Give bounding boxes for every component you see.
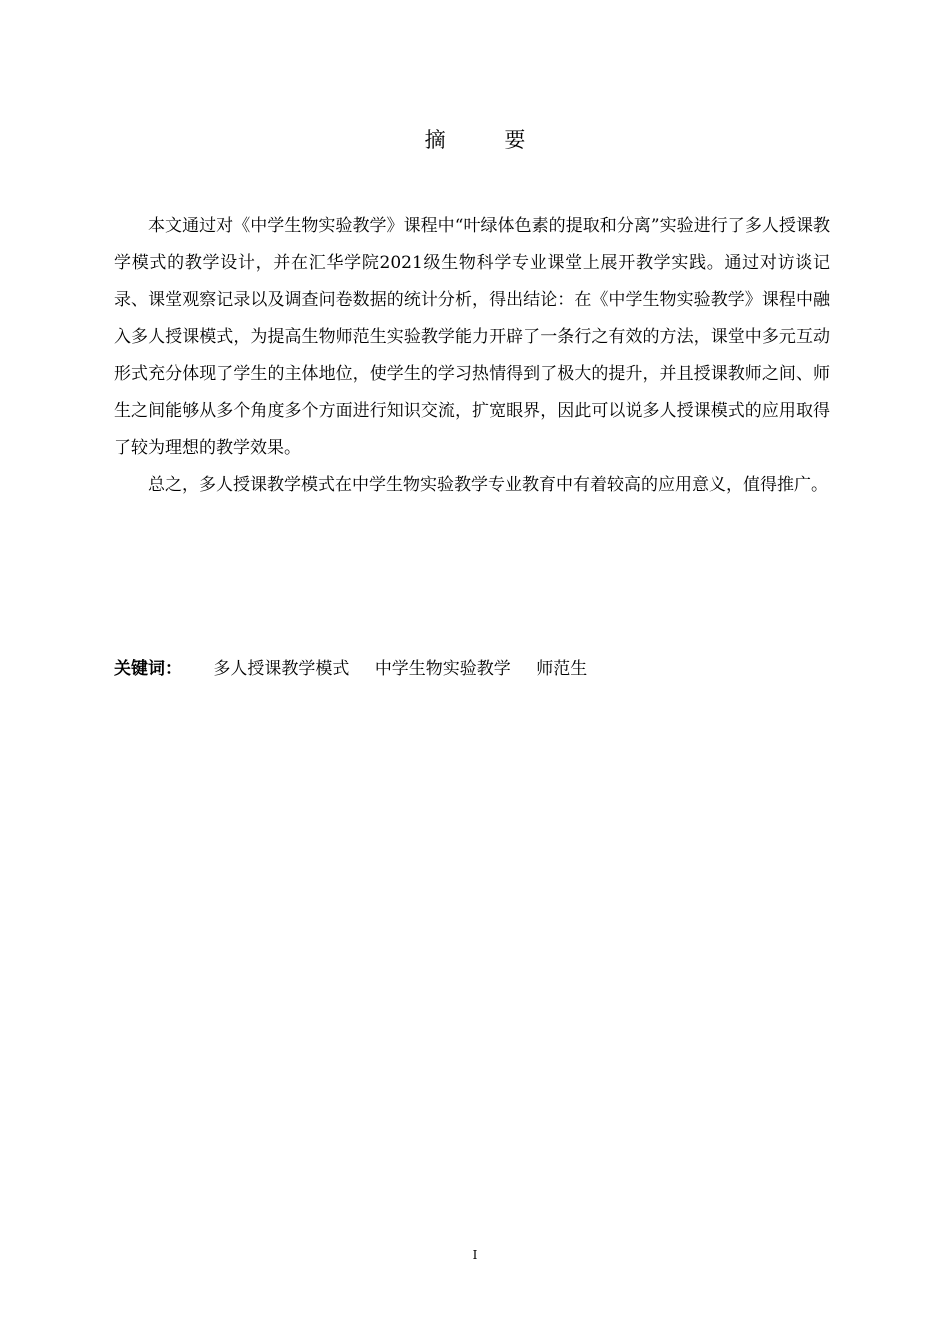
keywords-line	[114, 655, 830, 683]
keywords-label: 关键词：	[114, 659, 182, 679]
keyword-item: 中学生物实验教学	[374, 659, 511, 679]
page-number: I	[472, 1248, 478, 1262]
abstract-title: 摘 要	[424, 128, 552, 152]
keyword-item: 多人授课教学模式	[213, 659, 350, 679]
keyword-item: 师范生	[536, 659, 588, 679]
abstract-paragraph-2: 总之，多人授课教学模式在中学生物实验教学专业教育中有着较高的应用意义，值得推广。	[148, 475, 828, 495]
abstract-paragraph-1: 本文通过对《中学生物实验教学》课程中“叶绿体色素的提取和分离”实验进行了多人授课教学模式的教学设计，并在汇华学院2021级生物科学专业课堂上展开教学实践。通过对访谈记录、课堂观察记录以及调查问卷数据的统计分析，得出结论：在《中学生物实验教学》课程中融入多人授课模式，为提高生物师范生实验教学能力开辟了一条行之有效的方法，课堂中多元互动形式充分体现了学生的主体地位，使学生的学习热情得到了极大的提升，并且授课教师之间、师生之间能够从多个角度多个方面进行知识交流，扩宽眼界，因此可以说多人授课模式的应用取得了较为理想的教学效果。	[114, 216, 830, 458]
abstract-body	[114, 208, 830, 504]
